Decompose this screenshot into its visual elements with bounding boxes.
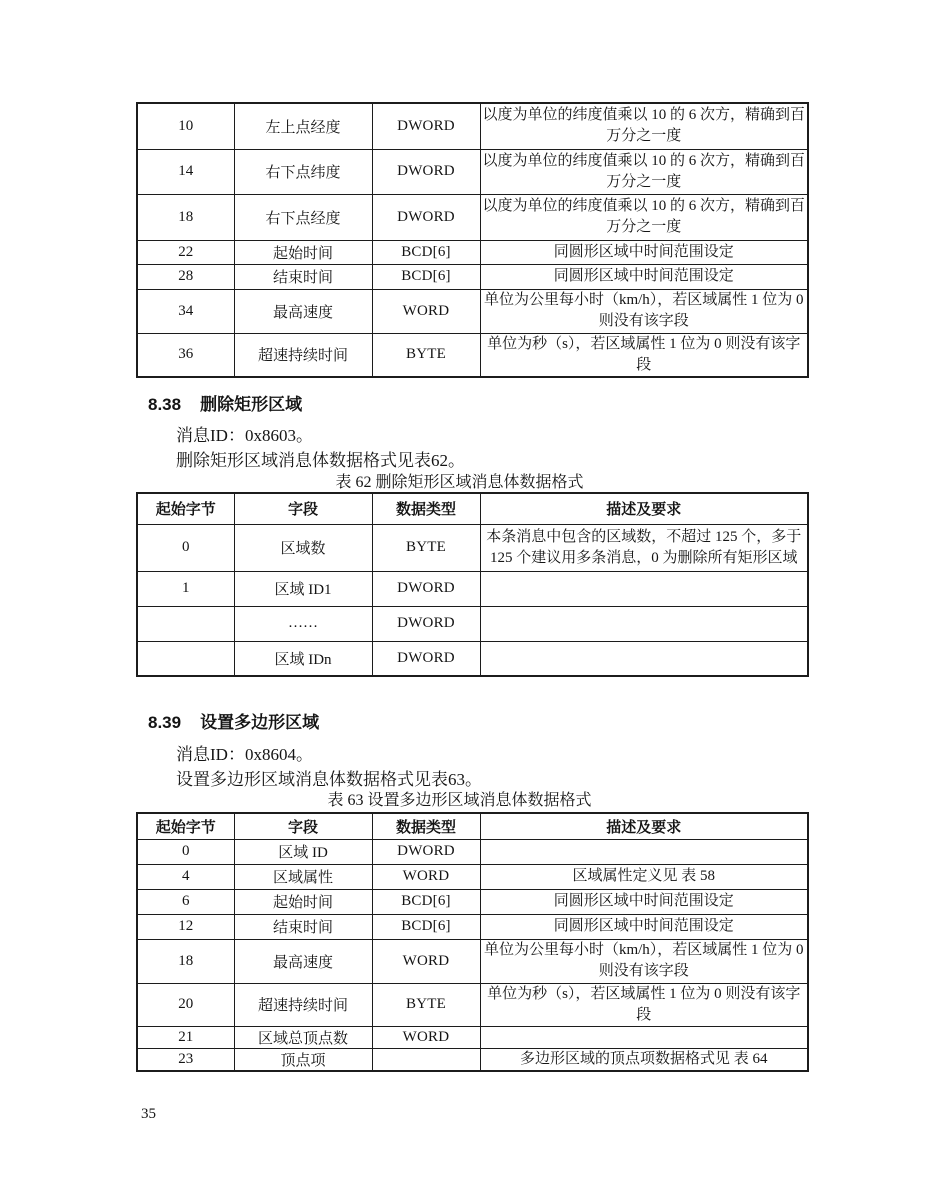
cell-field: 超速持续时间	[234, 333, 372, 377]
cell-description: 单位为秒（s），若区域属性 1 位为 0 则没有该字段	[480, 983, 808, 1026]
table-row	[137, 983, 808, 1026]
cell-field: 区域 ID1	[234, 571, 372, 606]
cell-field: 区域 IDn	[234, 641, 372, 676]
col-header-data-type: 数据类型	[372, 493, 480, 524]
col-header-description: 描述及要求	[480, 493, 808, 524]
table-row	[137, 240, 808, 264]
cell-data-type: DWORD	[372, 839, 480, 864]
cell-description: 以度为单位的纬度值乘以 10 的 6 次方，精确到百万分之一度	[480, 103, 808, 149]
cell-start-byte: 10	[137, 103, 234, 149]
table-row	[137, 641, 808, 676]
section-title: 设置多边形区域	[200, 713, 320, 732]
cell-description: 区域属性定义见 表 58	[480, 864, 808, 889]
cell-start-byte: 34	[137, 289, 234, 333]
cell-start-byte: 28	[137, 264, 234, 289]
cell-description: 同圆形区域中时间范围设定	[480, 914, 808, 939]
cell-description: 单位为公里每小时（km/h），若区域属性 1 位为 0 则没有该字段	[480, 939, 808, 983]
col-header-field: 字段	[234, 813, 372, 839]
col-header-description: 描述及要求	[480, 813, 808, 839]
table-reference-line: 删除矩形区域消息体数据格式见表62。	[176, 451, 465, 470]
cell-field: 右下点纬度	[234, 149, 372, 194]
section-number: 8.39	[148, 713, 182, 732]
table-62-caption: 表 62 删除矩形区域消息体数据格式	[335, 474, 584, 491]
table-reference-line: 设置多边形区域消息体数据格式见表63。	[176, 770, 482, 789]
table-row	[137, 289, 808, 333]
cell-start-byte: 23	[137, 1048, 234, 1071]
table-row	[137, 194, 808, 240]
table-63-set-polygon-area	[136, 812, 809, 1072]
col-header-start-byte: 起始字节	[137, 813, 234, 839]
section-title: 删除矩形区域	[200, 395, 303, 414]
cell-data-type: BYTE	[372, 524, 480, 571]
table-row	[137, 103, 808, 149]
message-id-line: 消息ID：0x8603。	[176, 426, 313, 445]
cell-data-type	[372, 1048, 480, 1071]
table-row	[137, 571, 808, 606]
cell-start-byte: 4	[137, 864, 234, 889]
section-heading-8-39	[148, 708, 319, 733]
table-row	[137, 889, 808, 914]
table-row	[137, 333, 808, 377]
cell-field: 右下点经度	[234, 194, 372, 240]
table-header-row	[137, 493, 808, 524]
cell-description: 单位为秒（s），若区域属性 1 位为 0 则没有该字段	[480, 333, 808, 377]
cell-data-type: BCD[6]	[372, 914, 480, 939]
cell-field: 起始时间	[234, 889, 372, 914]
cell-start-byte: 1	[137, 571, 234, 606]
cell-data-type: BCD[6]	[372, 889, 480, 914]
section-number: 8.38	[148, 395, 182, 414]
cell-field: 结束时间	[234, 264, 372, 289]
table-row	[137, 914, 808, 939]
cell-data-type: DWORD	[372, 103, 480, 149]
cell-start-byte: 6	[137, 889, 234, 914]
cell-data-type: WORD	[372, 289, 480, 333]
cell-data-type: BCD[6]	[372, 240, 480, 264]
table-row	[137, 839, 808, 864]
table-row	[137, 149, 808, 194]
table-62-delete-rectangle-area	[136, 492, 809, 677]
cell-data-type: DWORD	[372, 571, 480, 606]
cell-field: 区域总顶点数	[234, 1026, 372, 1048]
cell-field: 区域属性	[234, 864, 372, 889]
cell-description: 以度为单位的纬度值乘以 10 的 6 次方，精确到百万分之一度	[480, 149, 808, 194]
cell-data-type: BYTE	[372, 983, 480, 1026]
cell-start-byte: 14	[137, 149, 234, 194]
cell-field: 区域数	[234, 524, 372, 571]
cell-field: 最高速度	[234, 939, 372, 983]
cell-data-type: DWORD	[372, 194, 480, 240]
cell-start-byte: 18	[137, 194, 234, 240]
cell-description	[480, 571, 808, 606]
table-row	[137, 524, 808, 571]
cell-start-byte: 12	[137, 914, 234, 939]
cell-start-byte: 36	[137, 333, 234, 377]
cell-field: 结束时间	[234, 914, 372, 939]
table-row	[137, 264, 808, 289]
table-row	[137, 939, 808, 983]
section-heading-8-38	[148, 390, 302, 415]
col-header-field: 字段	[234, 493, 372, 524]
cell-start-byte: 0	[137, 524, 234, 571]
cell-description: 同圆形区域中时间范围设定	[480, 264, 808, 289]
cell-start-byte	[137, 641, 234, 676]
table-63-caption: 表 63 设置多边形区域消息体数据格式	[327, 792, 592, 809]
col-header-start-byte: 起始字节	[137, 493, 234, 524]
cell-data-type: WORD	[372, 939, 480, 983]
col-header-data-type: 数据类型	[372, 813, 480, 839]
cell-field: 最高速度	[234, 289, 372, 333]
page-number: 35	[141, 1106, 156, 1122]
cell-field: 顶点项	[234, 1048, 372, 1071]
cell-start-byte: 21	[137, 1026, 234, 1048]
table-row	[137, 1048, 808, 1071]
cell-data-type: DWORD	[372, 606, 480, 641]
cell-description: 以度为单位的纬度值乘以 10 的 6 次方，精确到百万分之一度	[480, 194, 808, 240]
cell-start-byte	[137, 606, 234, 641]
cell-data-type: WORD	[372, 864, 480, 889]
cell-description: 同圆形区域中时间范围设定	[480, 889, 808, 914]
cell-description: 本条消息中包含的区域数，不超过 125 个，多于 125 个建议用多条消息，0 为删除所有矩形区域	[480, 524, 808, 571]
rectangle-area-table-continued	[136, 102, 809, 378]
table-row	[137, 1026, 808, 1048]
cell-start-byte: 20	[137, 983, 234, 1026]
cell-start-byte: 22	[137, 240, 234, 264]
table-row	[137, 606, 808, 641]
cell-field: 区域 ID	[234, 839, 372, 864]
cell-field: 左上点经度	[234, 103, 372, 149]
cell-field: 起始时间	[234, 240, 372, 264]
cell-description: 同圆形区域中时间范围设定	[480, 240, 808, 264]
cell-description	[480, 1026, 808, 1048]
cell-data-type: BCD[6]	[372, 264, 480, 289]
message-id-line: 消息ID：0x8604。	[176, 745, 313, 764]
cell-field: 超速持续时间	[234, 983, 372, 1026]
cell-description	[480, 606, 808, 641]
cell-description	[480, 641, 808, 676]
cell-description: 单位为公里每小时（km/h），若区域属性 1 位为 0 则没有该字段	[480, 289, 808, 333]
cell-field: ……	[234, 606, 372, 641]
cell-description	[480, 839, 808, 864]
cell-data-type: DWORD	[372, 149, 480, 194]
cell-description: 多边形区域的顶点项数据格式见 表 64	[480, 1048, 808, 1071]
cell-start-byte: 0	[137, 839, 234, 864]
table-row	[137, 864, 808, 889]
cell-start-byte: 18	[137, 939, 234, 983]
cell-data-type: DWORD	[372, 641, 480, 676]
cell-data-type: BYTE	[372, 333, 480, 377]
table-header-row	[137, 813, 808, 839]
cell-data-type: WORD	[372, 1026, 480, 1048]
